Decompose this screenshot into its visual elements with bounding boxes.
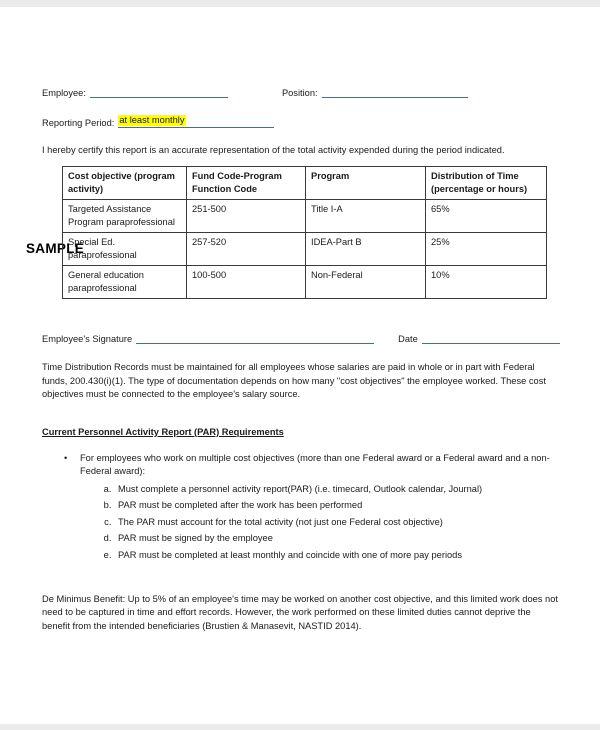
header-cost-objective: Cost objective (program activity) bbox=[63, 167, 187, 200]
header-program: Program bbox=[306, 167, 426, 200]
signature-label: Employee's Signature bbox=[42, 334, 133, 345]
requirements-list bbox=[42, 483, 560, 562]
cell-fund-code: 257-520 bbox=[187, 233, 306, 266]
time-distribution-table bbox=[62, 166, 547, 299]
header-distribution: Distribution of Time (percentage or hours) bbox=[426, 167, 547, 200]
header-fund-code: Fund Code-Program Function Code bbox=[187, 167, 306, 200]
date-field-line[interactable] bbox=[422, 332, 560, 344]
table-row bbox=[63, 266, 547, 299]
requirement-item: e. PAR must be completed at least monthly and coincide with one of more pay periods bbox=[114, 549, 560, 562]
employee-position-row bbox=[42, 86, 560, 98]
reporting-period-label: Reporting Period: bbox=[42, 118, 115, 128]
cell-fund-code: 251-500 bbox=[187, 200, 306, 233]
reporting-period-field-line[interactable] bbox=[118, 115, 274, 128]
table-row bbox=[63, 233, 547, 266]
requirements-heading: Current Personnel Activity Report (PAR) Requirements bbox=[42, 426, 284, 437]
document-page bbox=[42, 86, 560, 634]
cell-distribution: 10% bbox=[426, 266, 547, 299]
requirements-bullet-intro: • For employees who work on multiple cost objectives (more than one Federal award or a Federal award and a non-Federal award): bbox=[42, 452, 560, 478]
signature-date-row bbox=[42, 332, 560, 344]
date-label: Date bbox=[398, 334, 418, 345]
cell-program: Title I-A bbox=[306, 200, 426, 233]
signature-field-line[interactable] bbox=[136, 332, 374, 344]
requirement-item: d. PAR must be signed by the employee bbox=[114, 532, 560, 545]
time-distribution-paragraph: Time Distribution Records must be maintained for all employees whose salaries are paid in whole or in part with Federal funds, 200.430(i)(1). The type of documentation depends on how many "cost objectives" the employee worked. These cost objectives must be connected to the employee's salary source. bbox=[42, 362, 546, 400]
reporting-period-value: at least monthly bbox=[119, 115, 185, 125]
cell-cost-objective: Special Ed. paraprofessional bbox=[63, 233, 187, 266]
table-row bbox=[63, 200, 547, 233]
position-field-line[interactable] bbox=[322, 86, 468, 98]
position-label: Position: bbox=[281, 88, 318, 98]
requirement-item: a. Must complete a personnel activity report(PAR) (i.e. timecard, Outlook calendar, Journal) bbox=[114, 483, 560, 496]
employee-label: Employee: bbox=[42, 88, 86, 98]
certification-text: I hereby certify this report is an accurate representation of the total activity expended during the period indicated. bbox=[42, 145, 505, 155]
cell-cost-objective: Targeted Assistance Program paraprofessional bbox=[63, 200, 187, 233]
page-edge-bottom bbox=[0, 724, 600, 730]
employee-field-line[interactable] bbox=[90, 86, 228, 98]
de-minimus-paragraph: De Minimus Benefit: Up to 5% of an employee's time may be worked on another cost objective, and this limited work does not need to be captured in time and effort records. However, the work performed on these limited duties cannot deprive the benefit from the intended beneficiaries (Brustien & Manasevit, NASTID 2014). bbox=[42, 593, 558, 632]
cell-fund-code: 100-500 bbox=[187, 266, 306, 299]
page-edge-top bbox=[0, 0, 600, 7]
cell-program: IDEA-Part B bbox=[306, 233, 426, 266]
table-header-row bbox=[63, 167, 547, 200]
cell-cost-objective: General education paraprofessional bbox=[63, 266, 187, 299]
requirement-item: c. The PAR must account for the total activity (not just one Federal cost objective) bbox=[114, 516, 560, 529]
sample-watermark: SAMPLE bbox=[26, 241, 85, 256]
cell-distribution: 65% bbox=[426, 200, 547, 233]
requirement-item: b. PAR must be completed after the work has been performed bbox=[114, 499, 560, 512]
reporting-period-row bbox=[42, 115, 560, 128]
cell-program: Non-Federal bbox=[306, 266, 426, 299]
cell-distribution: 25% bbox=[426, 233, 547, 266]
